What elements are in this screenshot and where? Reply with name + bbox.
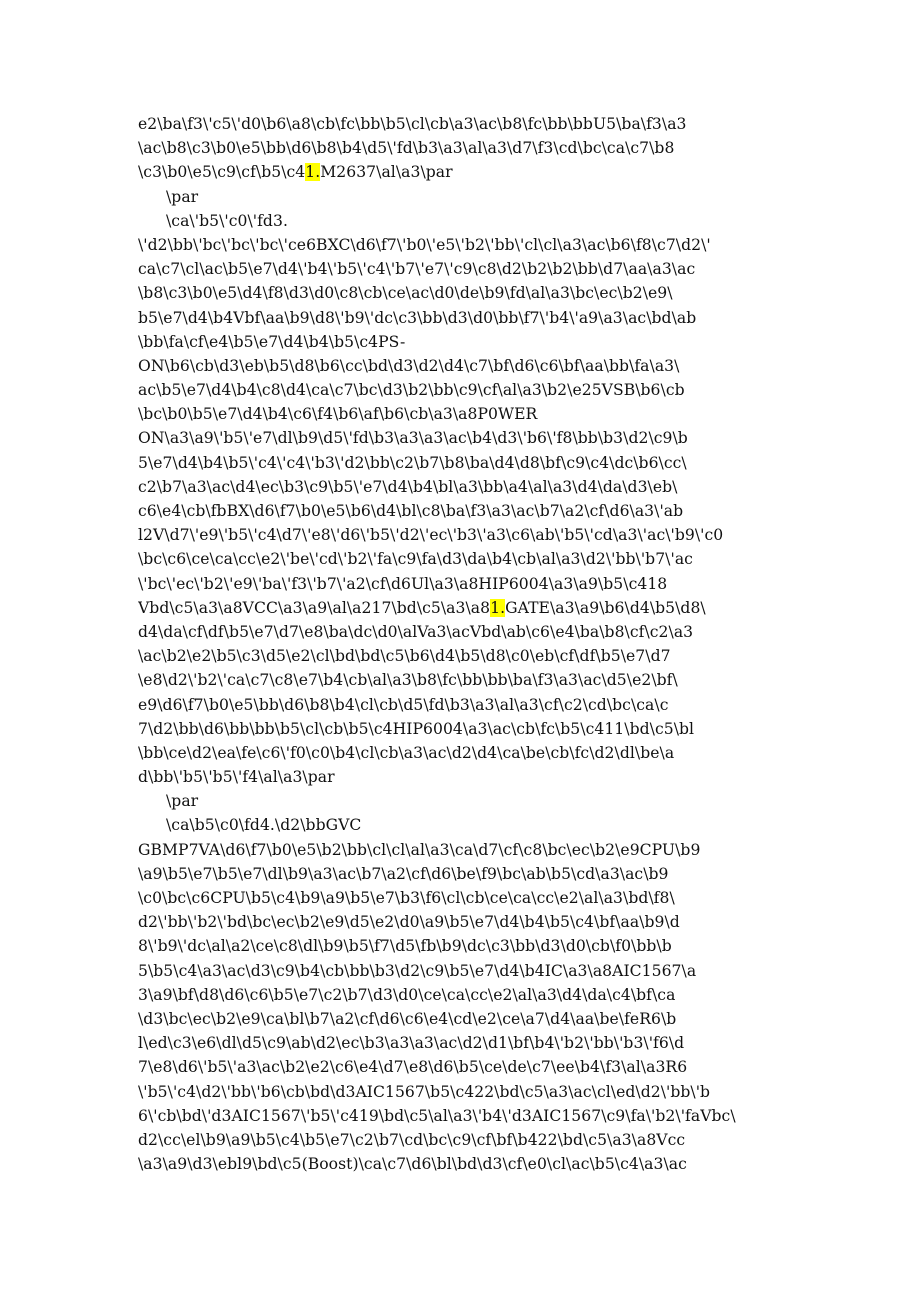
text-line: [138, 765, 780, 789]
text-line: [138, 983, 780, 1007]
line-text: 7\d2\bb\d6\bb\bb\b5\cl\cb\b5\c4HIP6004\a3\ac\cb\fc\b5\c411\bd\c5\bl: [138, 719, 695, 738]
text-line: [138, 354, 780, 378]
text-line: [138, 910, 780, 934]
text-line: [138, 862, 780, 886]
line-text: \bc\b0\b5\e7\d4\b4\c6\f4\b6\af\b6\cb\a3\a8P0WER: [138, 405, 538, 424]
line-text: \bc\c6\ce\ca\cc\e2\'be\'cd\'b2\'fa\c9\fa\d3\da\b4\cb\al\a3\d2\'bb\'b7\'ac: [138, 550, 693, 569]
text-line: [138, 402, 780, 426]
text-line: [138, 693, 780, 717]
text-line: [138, 281, 780, 305]
line-text: \'bc\'ec\'b2\'e9\'ba\'f3\'b7\'a2\cf\d6Ul\a3\a8HIP6004\a3\a9\b5\c418: [138, 574, 668, 593]
line-text: 5\b5\c4\a3\ac\d3\c9\b4\cb\bb\b3\d2\c9\b5\e7\d4\b4IC\a3\a8AIC1567\a: [138, 961, 697, 980]
line-text: ON\a3\a9\'b5\'e7\dl\b9\d5\'fd\b3\a3\a3\ac\b4\d3\'b6\'f8\bb\b3\d2\c9\b: [138, 429, 688, 448]
line-text: ca\c7\cl\ac\b5\e7\d4\'b4\'b5\'c4\'b7\'e7\'c9\c8\d2\b2\b2\bb\d7\aa\a3\ac: [138, 260, 696, 279]
text-line: [138, 1080, 780, 1104]
line-text: d2\cc\el\b9\a9\b5\c4\b5\e7\c2\b7\cd\bc\c9\cf\bf\b422\bd\c5\a3\a8Vcc: [138, 1130, 686, 1149]
text-line: [138, 813, 780, 837]
line-text: \ca\'b5\'c0\'fd3.: [166, 211, 288, 230]
text-line: [138, 233, 780, 257]
line-text: \bb\ce\d2\ea\fe\c6\'f0\c0\b4\cl\cb\a3\ac\d2\d4\ca\be\cb\fc\d2\dl\be\a: [138, 743, 675, 762]
line-text: e9\d6\f7\b0\e5\bb\d6\b8\b4\cl\cb\d5\fd\b3\a3\al\a3\cf\c2\cd\bc\ca\c: [138, 695, 669, 714]
text-line: [138, 257, 780, 281]
text-line: [138, 160, 780, 184]
text-line: [138, 1007, 780, 1031]
text-line: [138, 451, 780, 475]
line-text: l2V\d7\'e9\'b5\'c4\d7\'e8\'d6\'b5\'d2\'ec\'b3\'a3\c6\ab\'b5\'cd\a3\'ac\'b9\'c0: [138, 526, 724, 545]
text-line: [138, 378, 780, 402]
text-line: [138, 1128, 780, 1152]
line-text-after: M2637\al\a3\par: [320, 163, 453, 182]
text-line: [138, 838, 780, 862]
line-text: \d3\bc\ec\b2\e9\ca\bl\b7\a2\cf\d6\c6\e4\cd\e2\ce\a7\d4\aa\be\feR6\b: [138, 1009, 677, 1028]
text-line: [138, 1031, 780, 1055]
line-text: GBMP7VA\d6\f7\b0\e5\b2\bb\cl\cl\al\a3\ca\d7\cf\c8\bc\ec\b2\e9CPU\b9: [138, 840, 701, 859]
line-text: d2\'bb\'b2\'bd\bc\ec\b2\e9\d5\e2\d0\a9\b5\e7\d4\b4\b5\c4\bf\aa\b9\d: [138, 913, 680, 932]
line-text: \c3\b0\e5\c9\cf\b5\c4: [138, 163, 306, 182]
line-text: 5\e7\d4\b4\b5\'c4\'c4\'b3\'d2\bb\c2\b7\b8\ba\d4\d8\bf\c9\c4\dc\b6\cc\: [138, 453, 687, 472]
line-text: c2\b7\a3\ac\d4\ec\b3\c9\b5\'e7\d4\b4\bl\a3\bb\a4\al\a3\d4\da\d3\eb\: [138, 477, 678, 496]
text-line: [138, 1152, 780, 1176]
text-line: [138, 959, 780, 983]
line-text: \b8\c3\b0\e5\d4\f8\d3\d0\c8\cb\ce\ac\d0\de\b9\fd\al\a3\bc\ec\b2\e9\: [138, 284, 673, 303]
line-text: b5\e7\d4\b4Vbf\aa\b9\d8\'b9\'dc\c3\bb\d3\d0\bb\f7\'b4\'a9\a3\ac\bd\ab: [138, 308, 697, 327]
line-text: 8\'b9\'dc\al\a2\ce\c8\dl\b9\b5\f7\d5\fb\b9\dc\c3\bb\d3\d0\cb\f0\bb\b: [138, 937, 672, 956]
text-line: [138, 523, 780, 547]
text-line: [138, 934, 780, 958]
line-text: Vbd\c5\a3\a8VCC\a3\a9\al\a217\bd\c5\a3\a8: [138, 598, 491, 617]
line-text: \'d2\bb\'bc\'bc\'bc\'ce6BXC\d6\f7\'b0\'e5\'b2\'bb\'cl\cl\a3\ac\b6\f8\c7\d2\': [138, 235, 711, 254]
line-text: \ac\b2\e2\b5\c3\d5\e2\cl\bd\bd\c5\b6\d4\b5\d8\c0\eb\cf\df\b5\e7\d7: [138, 647, 671, 666]
text-line: [138, 789, 780, 813]
line-text: c6\e4\cb\fbBX\d6\f7\b0\e5\b6\d4\bl\c8\ba\f3\a3\ac\b7\a2\cf\d6\a3\'ab: [138, 502, 684, 520]
text-line: [138, 306, 780, 330]
text-line: [138, 209, 780, 233]
line-text: \par: [166, 187, 199, 206]
text-line: [138, 547, 780, 571]
line-text: \ca\b5\c0\fd4.\d2\bbGVC: [166, 816, 362, 835]
text-line: [138, 112, 780, 136]
line-text: 3\a9\bf\d8\d6\c6\b5\e7\c2\b7\d3\d0\ce\ca\cc\e2\al\a3\d4\da\c4\bf\ca: [138, 985, 676, 1004]
line-text: d4\da\cf\df\b5\e7\d7\e8\ba\dc\d0\alVa3\acVbd\ab\c6\e4\ba\b8\cf\c2\a3: [138, 622, 694, 641]
highlighted-text: 1.: [490, 598, 506, 617]
text-line: [138, 644, 780, 668]
text-line: [138, 136, 780, 160]
line-text: \c0\bc\c6CPU\b5\c4\b9\a9\b5\e7\b3\f6\cl\cb\ce\ca\cc\e2\al\a3\bd\f8\: [138, 889, 675, 907]
text-line: [138, 668, 780, 692]
document-page: [138, 112, 780, 1176]
text-line: [138, 1055, 780, 1079]
line-text: 7\e8\d6\'b5\'a3\ac\b2\e2\c6\e4\d7\e8\d6\b5\ce\de\c7\ee\b4\f3\al\a3R6: [138, 1058, 688, 1077]
line-text: d\bb\'b5\'b5\'f4\al\a3\par: [138, 768, 335, 787]
highlighted-text: 1.: [305, 163, 321, 182]
line-text: l\ed\c3\e6\dl\d5\c9\ab\d2\ec\b3\a3\a3\ac\d2\d1\bf\b4\'b2\'bb\'b3\'f6\d: [138, 1034, 685, 1053]
line-text-after: GATE\a3\a9\b6\d4\b5\d8\: [505, 598, 706, 617]
text-line: [138, 426, 780, 450]
text-line: [138, 886, 780, 910]
line-text: \bb\fa\cf\e4\b5\e7\d4\b4\b5\c4PS-: [138, 332, 406, 351]
text-line: [138, 596, 780, 620]
line-text: ac\b5\e7\d4\b4\c8\d4\ca\c7\bc\d3\b2\bb\c9\cf\al\a3\b2\e25VSB\b6\cb: [138, 381, 685, 400]
text-line: [138, 717, 780, 741]
line-text: \a9\b5\e7\b5\e7\dl\b9\a3\ac\b7\a2\cf\d6\be\f9\bc\ab\b5\cd\a3\ac\b9: [138, 864, 669, 883]
text-line: [138, 475, 780, 499]
line-text: 6\'cb\bd\'d3AIC1567\'b5\'c419\bd\c5\al\a3\'b4\'d3AIC1567\c9\fa\'b2\'faVbc\: [138, 1106, 736, 1125]
text-line: [138, 185, 780, 209]
text-line: [138, 572, 780, 596]
text-line: [138, 330, 780, 354]
line-text: \ac\b8\c3\b0\e5\bb\d6\b8\b4\d5\'fd\b3\a3\al\a3\d7\f3\cd\bc\ca\c7\b8: [138, 139, 675, 158]
line-text: ON\b6\cb\d3\eb\b5\d8\b6\cc\bd\d3\d2\d4\c7\bf\d6\c6\bf\aa\bb\fa\a3\: [138, 356, 680, 375]
line-text: \a3\a9\d3\ebl9\bd\c5(Boost)\ca\c7\d6\bl\bd\d3\cf\e0\cl\ac\b5\c4\a3\ac: [138, 1155, 687, 1174]
line-text: \'b5\'c4\d2\'bb\'b6\cb\bd\d3AIC1567\b5\c422\bd\c5\a3\ac\cl\ed\d2\'bb\'b: [138, 1082, 711, 1101]
text-line: [138, 499, 780, 523]
line-text: e2\ba\f3\'c5\'d0\b6\a8\cb\fc\bb\b5\cl\cb\a3\ac\b8\fc\bb\bbU5\ba\f3\a3: [138, 115, 687, 133]
line-text: \par: [166, 792, 199, 811]
text-line: [138, 1104, 780, 1128]
line-text: \e8\d2\'b2\'ca\c7\c8\e7\b4\cb\al\a3\b8\fc\bb\bb\ba\f3\a3\ac\d5\e2\bf\: [138, 671, 678, 690]
text-line: [138, 741, 780, 765]
text-line: [138, 620, 780, 644]
